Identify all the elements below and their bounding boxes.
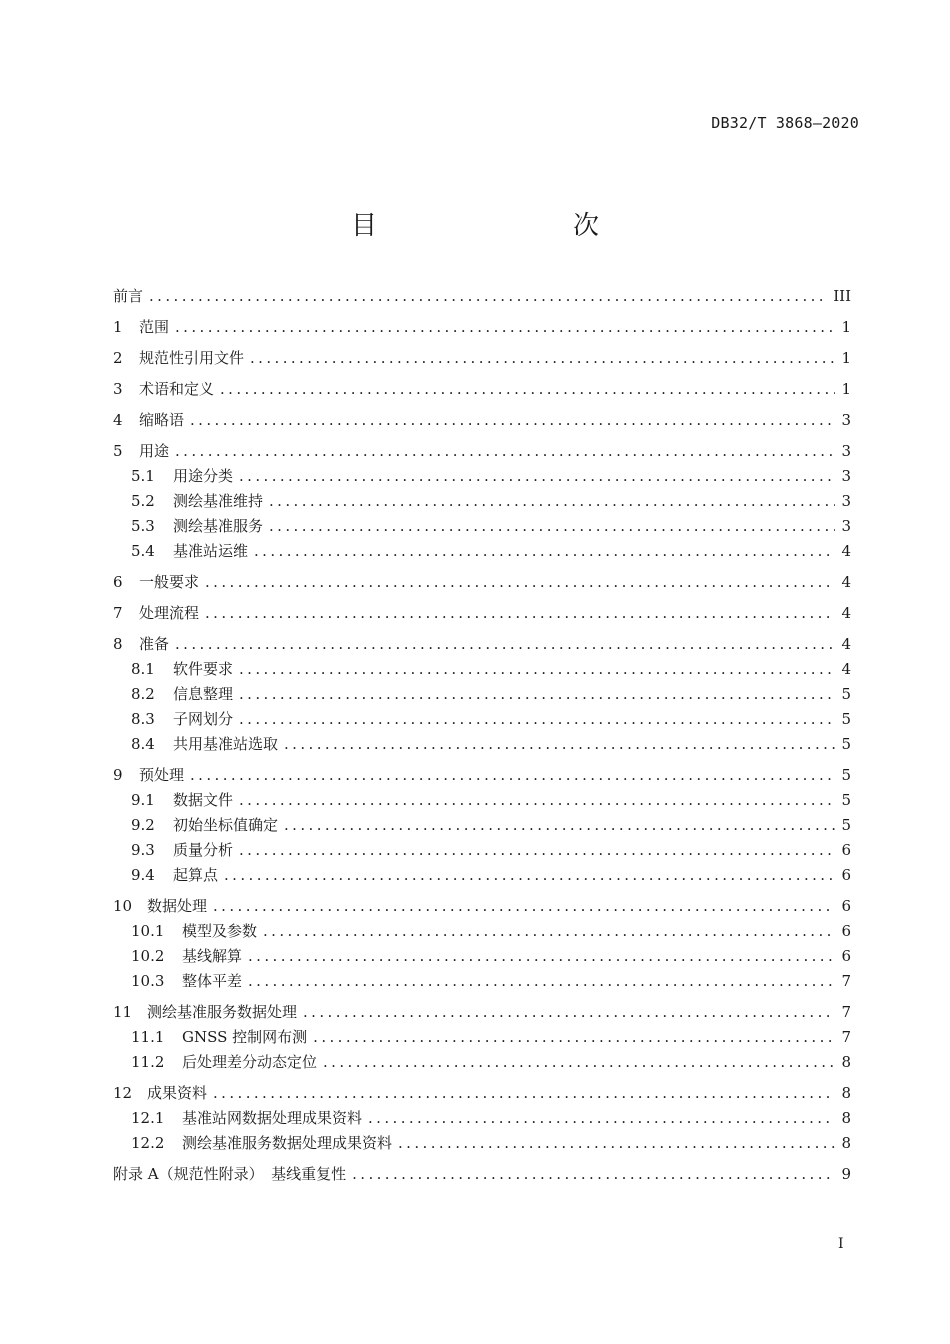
toc-entry-label: 测绘基准服务数据处理 — [147, 1003, 298, 1021]
toc-entry[interactable] — [113, 409, 851, 434]
toc-entry-page: 5 — [841, 791, 851, 809]
toc-entry[interactable] — [113, 683, 851, 708]
toc-entry-number: 5 — [113, 442, 123, 460]
toc-entry-page: 3 — [841, 467, 851, 485]
dot-leader — [248, 947, 835, 965]
toc-entry-number: 9.2 — [131, 816, 155, 834]
toc-entry-label: 数据文件 — [173, 791, 234, 809]
toc-entry-number: 10.1 — [131, 922, 165, 940]
toc-entry-page: 8 — [841, 1084, 851, 1102]
dot-leader — [284, 816, 835, 834]
dot-leader — [239, 841, 835, 859]
toc-entry-page: 5 — [841, 766, 851, 784]
toc-entry[interactable] — [113, 602, 851, 627]
page-title: 目 次 — [350, 211, 647, 241]
toc-entry[interactable] — [113, 1132, 851, 1157]
dot-leader — [205, 573, 835, 591]
dot-leader — [254, 542, 835, 560]
toc-entry-label: 术语和定义 — [139, 380, 215, 398]
toc-entry-page: 6 — [841, 947, 851, 965]
toc-entry-label: 规范性引用文件 — [139, 349, 245, 367]
toc-entry[interactable] — [113, 945, 851, 970]
dot-leader — [239, 467, 835, 485]
toc-entry[interactable] — [113, 920, 851, 945]
table-of-contents — [113, 285, 851, 1188]
dot-leader — [250, 349, 835, 367]
toc-entry-number: 9.3 — [131, 841, 155, 859]
toc-entry-number: 5.2 — [131, 492, 155, 510]
dot-leader — [175, 635, 835, 653]
toc-entry-page: 3 — [841, 411, 851, 429]
toc-entry[interactable] — [113, 540, 851, 565]
toc-entry-page: 6 — [841, 841, 851, 859]
toc-entry-label: 基准站网数据处理成果资料 — [182, 1109, 363, 1127]
toc-entry-page: 5 — [841, 685, 851, 703]
toc-entry[interactable] — [113, 1082, 851, 1107]
toc-entry-label: 测绘基准服务 — [173, 517, 264, 535]
toc-entry-page: 3 — [841, 517, 851, 535]
toc-entry-label: 数据处理 — [147, 897, 208, 915]
toc-entry[interactable] — [113, 789, 851, 814]
toc-entry-label: 子网划分 — [173, 710, 234, 728]
toc-entry-page: 3 — [841, 442, 851, 460]
toc-entry-page: 9 — [841, 1165, 851, 1183]
dot-leader — [303, 1003, 835, 1021]
toc-entry[interactable] — [113, 864, 851, 889]
toc-entry-page: 5 — [841, 735, 851, 753]
dot-leader — [352, 1165, 835, 1183]
dot-leader — [284, 735, 835, 753]
toc-entry-label: 成果资料 — [147, 1084, 208, 1102]
toc-entry[interactable] — [113, 814, 851, 839]
toc-entry[interactable] — [113, 515, 851, 540]
dot-leader — [313, 1028, 835, 1046]
toc-entry-label: 缩略语 — [139, 411, 185, 429]
toc-entry-page: 1 — [841, 380, 851, 398]
dot-leader — [175, 318, 835, 336]
dot-leader — [213, 897, 835, 915]
dot-leader — [213, 1084, 835, 1102]
toc-entry-number: 10.2 — [131, 947, 165, 965]
dot-leader — [239, 660, 835, 678]
toc-entry-label: 测绘基准服务数据处理成果资料 — [182, 1134, 393, 1152]
toc-entry-number: 8.2 — [131, 685, 155, 703]
dot-leader — [205, 604, 835, 622]
toc-entry[interactable] — [113, 465, 851, 490]
dot-leader — [239, 685, 835, 703]
dot-leader — [269, 517, 835, 535]
dot-leader — [239, 791, 835, 809]
toc-entry-page: 8 — [841, 1134, 851, 1152]
toc-entry-label: 起算点 — [173, 866, 219, 884]
toc-entry-label: 初始坐标值确定 — [173, 816, 279, 834]
toc-entry-number: 9 — [113, 766, 123, 784]
toc-entry[interactable] — [113, 347, 851, 372]
toc-entry[interactable] — [113, 571, 851, 596]
toc-entry-number: 4 — [113, 411, 123, 429]
toc-entry-number: 12.1 — [131, 1109, 165, 1127]
toc-entry-number: 8.4 — [131, 735, 155, 753]
toc-entry-number: 12.2 — [131, 1134, 165, 1152]
toc-entry-number: 12 — [113, 1084, 133, 1102]
toc-entry-page: 7 — [841, 1028, 851, 1046]
toc-entry[interactable] — [113, 839, 851, 864]
toc-entry-label: 后处理差分动态定位 — [182, 1053, 318, 1071]
toc-entry[interactable] — [113, 633, 851, 658]
dot-leader — [248, 972, 835, 990]
toc-entry-number: 1 — [113, 318, 123, 336]
toc-entry-number: 11 — [113, 1003, 133, 1021]
toc-entry-number: 9.4 — [131, 866, 155, 884]
toc-entry[interactable] — [113, 285, 851, 310]
toc-entry-number: 7 — [113, 604, 123, 622]
toc-entry-number: 5.1 — [131, 467, 155, 485]
toc-entry-number: 3 — [113, 380, 123, 398]
dot-leader — [263, 922, 835, 940]
toc-entry-number: 5.3 — [131, 517, 155, 535]
toc-entry-label: 基线解算 — [182, 947, 243, 965]
toc-entry-page: 7 — [841, 972, 851, 990]
toc-entry-label: 测绘基准维持 — [173, 492, 264, 510]
dot-leader — [224, 866, 835, 884]
toc-entry-page: 8 — [841, 1053, 851, 1071]
toc-entry-label: 准备 — [139, 635, 170, 653]
toc-entry-label: 前言 — [113, 287, 144, 305]
document-code: DB32/T 3868—2020 — [711, 114, 859, 132]
toc-entry-label: 共用基准站选取 — [173, 735, 279, 753]
toc-entry-label: GNSS 控制网布测 — [182, 1028, 308, 1046]
toc-entry-page: III — [833, 287, 851, 305]
toc-entry-label: 基准站运维 — [173, 542, 249, 560]
toc-entry[interactable] — [113, 1163, 851, 1188]
toc-entry-label: 附录 A（规范性附录） 基线重复性 — [113, 1165, 347, 1183]
toc-entry-label: 质量分析 — [173, 841, 234, 859]
toc-entry-label: 一般要求 — [139, 573, 200, 591]
toc-entry-number: 2 — [113, 349, 123, 367]
toc-entry-label: 模型及参数 — [182, 922, 258, 940]
toc-entry[interactable] — [113, 658, 851, 683]
toc-entry-page: 5 — [841, 710, 851, 728]
toc-entry-number: 5.4 — [131, 542, 155, 560]
dot-leader — [190, 411, 835, 429]
toc-entry-number: 6 — [113, 573, 123, 591]
toc-entry-page: 8 — [841, 1109, 851, 1127]
toc-entry-number: 10 — [113, 897, 133, 915]
toc-entry-number: 9.1 — [131, 791, 155, 809]
dot-leader — [368, 1109, 835, 1127]
dot-leader — [149, 287, 827, 305]
toc-entry[interactable] — [113, 1001, 851, 1026]
toc-entry-page: 1 — [841, 349, 851, 367]
toc-entry-page: 7 — [841, 1003, 851, 1021]
toc-entry-label: 用途 — [139, 442, 170, 460]
toc-entry-page: 4 — [841, 635, 851, 653]
toc-entry-label: 软件要求 — [173, 660, 234, 678]
toc-entry-label: 处理流程 — [139, 604, 200, 622]
toc-entry-page: 3 — [841, 492, 851, 510]
toc-entry-number: 10.3 — [131, 972, 165, 990]
toc-entry[interactable] — [113, 1026, 851, 1051]
toc-entry[interactable] — [113, 764, 851, 789]
toc-entry-page: 6 — [841, 922, 851, 940]
toc-entry[interactable] — [113, 970, 851, 995]
toc-entry-page: 1 — [841, 318, 851, 336]
toc-entry-page: 6 — [841, 897, 851, 915]
toc-entry[interactable] — [113, 708, 851, 733]
toc-entry-page: 4 — [841, 604, 851, 622]
toc-entry-label: 用途分类 — [173, 467, 234, 485]
toc-entry[interactable] — [113, 895, 851, 920]
toc-entry-label: 整体平差 — [182, 972, 243, 990]
toc-entry-number: 8 — [113, 635, 123, 653]
toc-entry-label: 信息整理 — [173, 685, 234, 703]
toc-entry-label: 预处理 — [139, 766, 185, 784]
dot-leader — [220, 380, 835, 398]
toc-entry-number: 11.2 — [131, 1053, 165, 1071]
toc-entry-page: 6 — [841, 866, 851, 884]
dot-leader — [175, 442, 835, 460]
toc-entry-page: 5 — [841, 816, 851, 834]
toc-entry[interactable] — [113, 440, 851, 465]
dot-leader — [239, 710, 835, 728]
dot-leader — [398, 1134, 835, 1152]
toc-entry[interactable] — [113, 1051, 851, 1076]
page-number: I — [838, 1236, 844, 1252]
toc-entry[interactable] — [113, 378, 851, 403]
dot-leader — [190, 766, 835, 784]
toc-entry-label: 范围 — [139, 318, 170, 336]
dot-leader — [269, 492, 835, 510]
dot-leader — [323, 1053, 835, 1071]
toc-entry-page: 4 — [841, 660, 851, 678]
toc-entry-number: 8.3 — [131, 710, 155, 728]
toc-entry-page: 4 — [841, 573, 851, 591]
toc-entry[interactable] — [113, 316, 851, 341]
toc-entry[interactable] — [113, 733, 851, 758]
toc-entry-number: 8.1 — [131, 660, 155, 678]
toc-entry-number: 11.1 — [131, 1028, 165, 1046]
toc-entry[interactable] — [113, 490, 851, 515]
toc-entry-page: 4 — [841, 542, 851, 560]
toc-entry[interactable] — [113, 1107, 851, 1132]
